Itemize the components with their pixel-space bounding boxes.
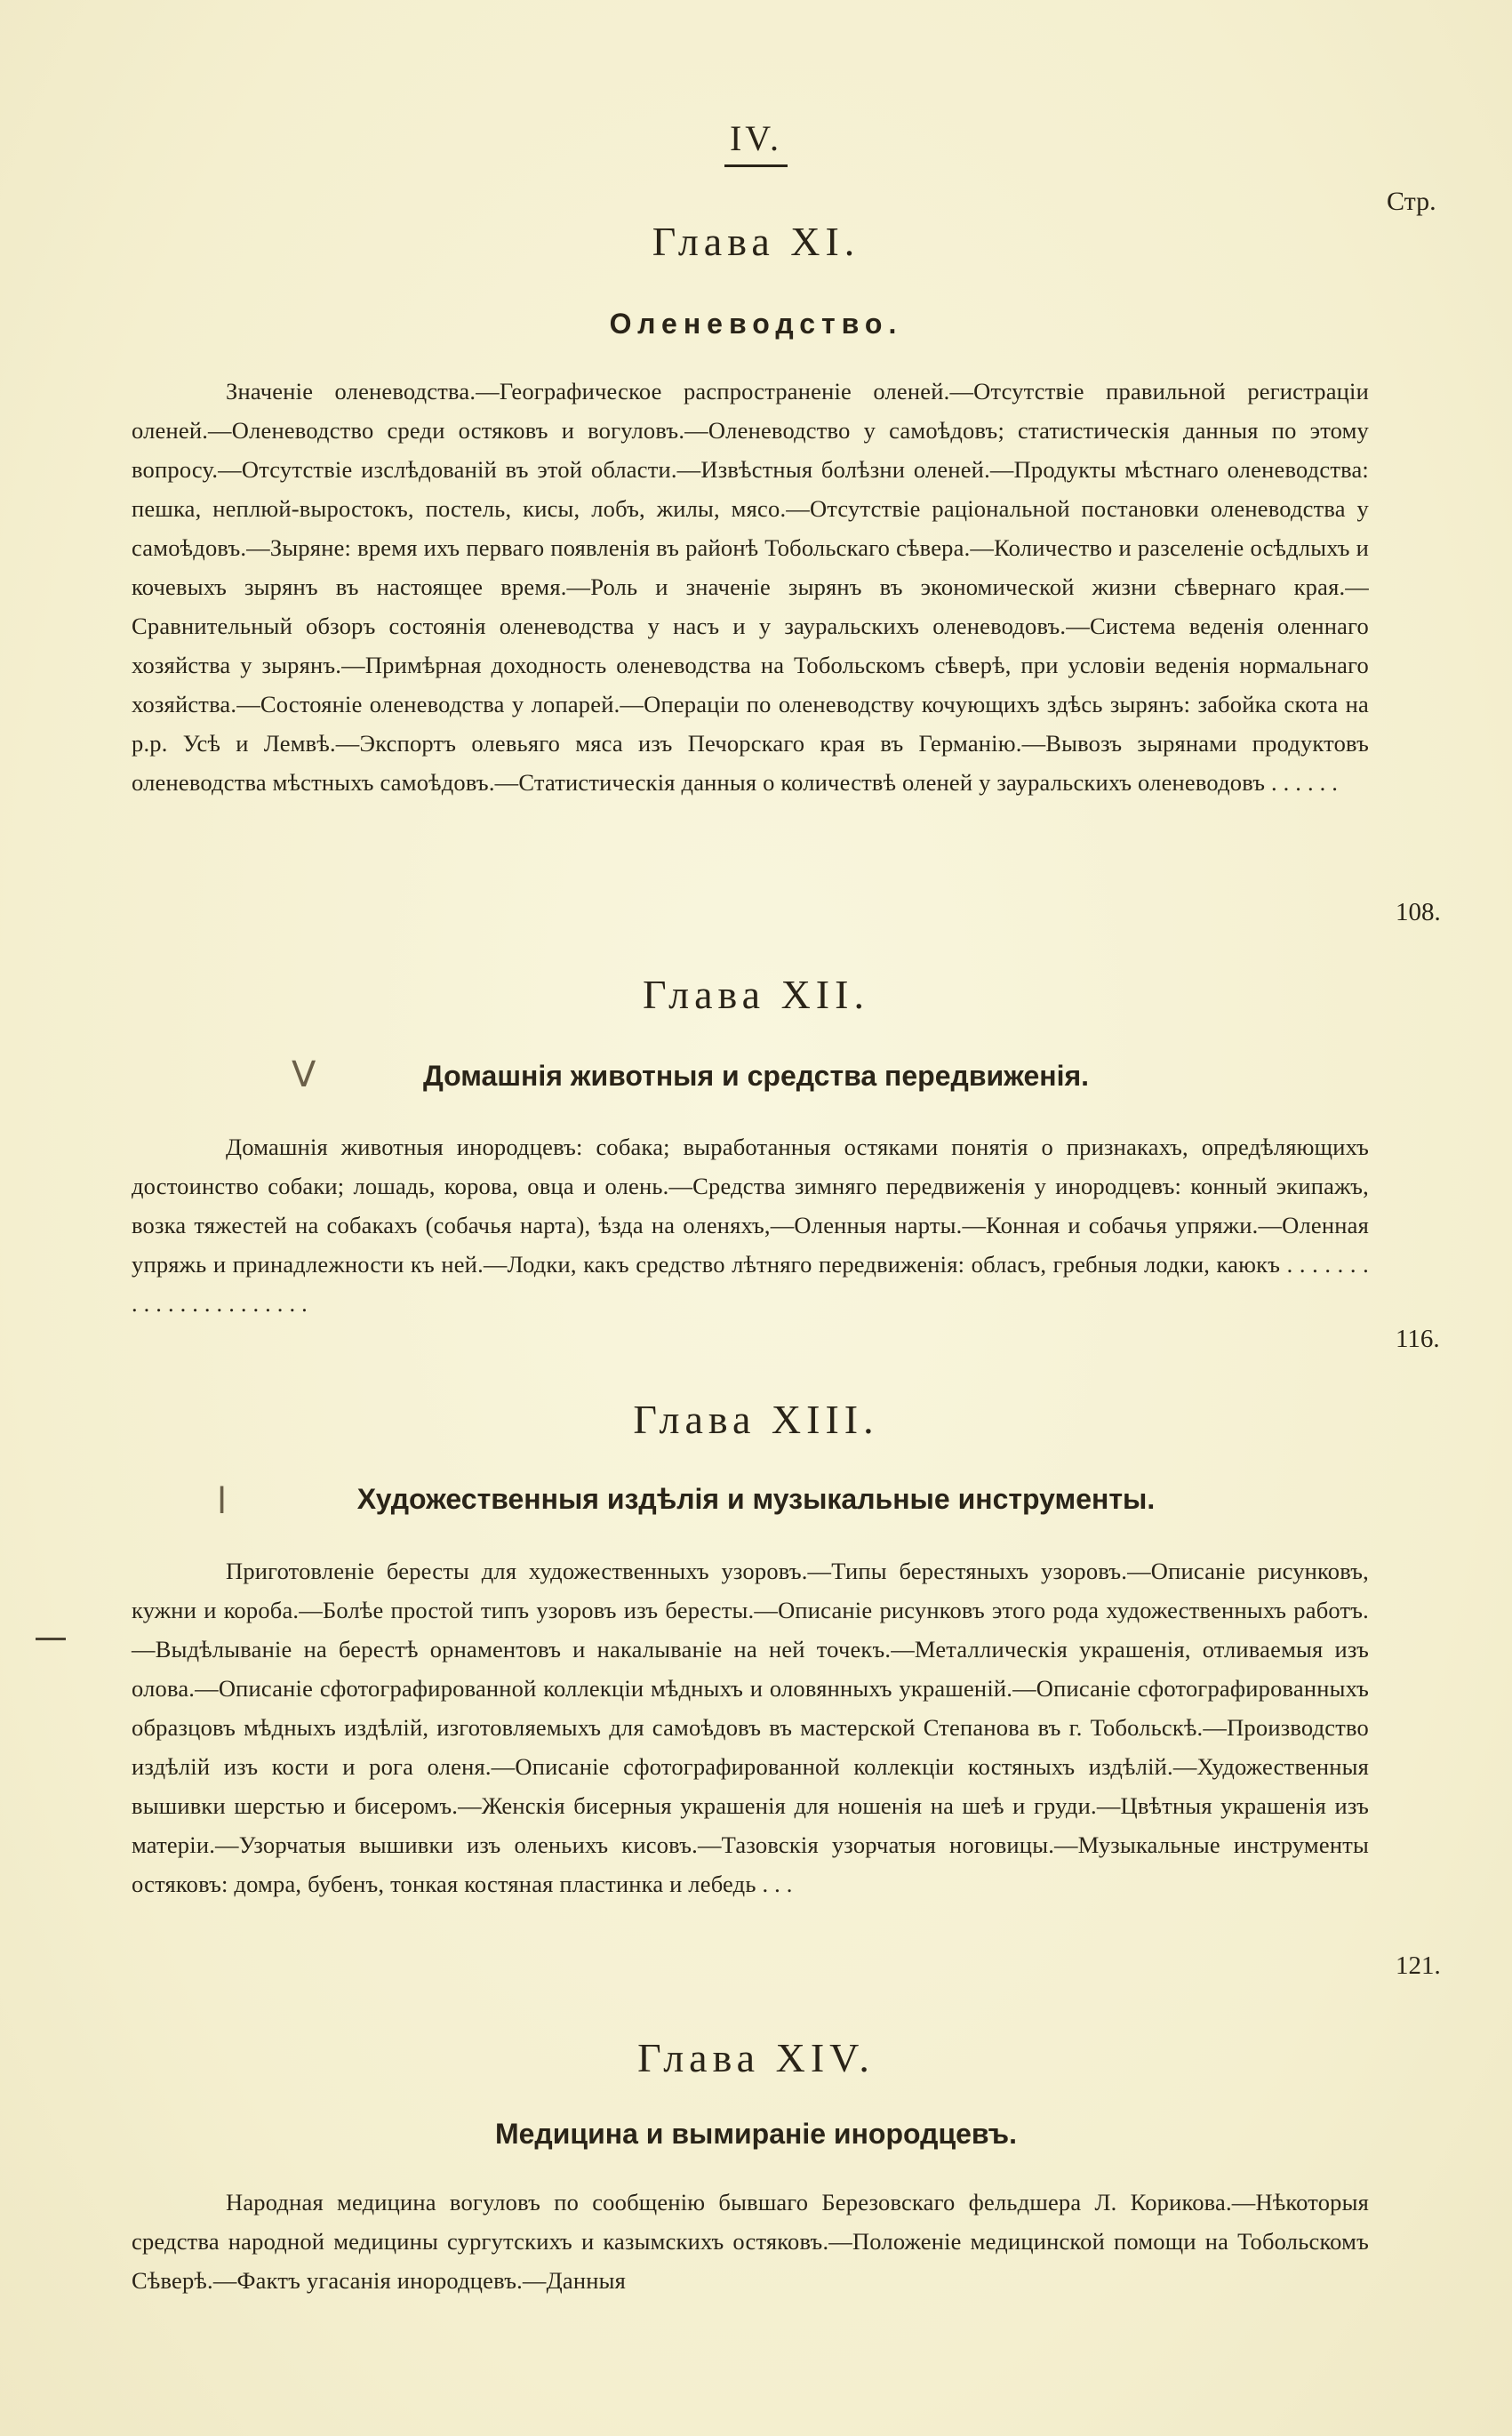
chapter-page-number: 121. [1396,1951,1441,1980]
chapter-summary [132,372,1369,802]
page-roman-numeral [0,117,1512,167]
page-column-label: Стр. [1387,187,1436,216]
chapter-page-number: 116. [1396,1325,1440,1353]
chapter-summary-text: Народная медицина вогуловъ по сообщенію бывшаго Березовскаго фельдшера Л. Корикова.—Нѣкоторыя средства народной медицины сургутскихъ и казымскихъ остяковъ.—Положеніе медицинской помощи на Тобольскомъ Сѣверѣ.—Фактъ угасанія инородцевъ.—Данныя [132,2189,1369,2294]
chapter-heading: Глава XIII. [633,1397,879,1442]
chapter-heading: Глава XIV. [637,2035,875,2080]
chapter-title: Домашнія животныя и средства передвиженія. [422,1060,1090,1092]
dot-leader: . . . [756,1871,793,1897]
chapter-title: Оленеводство. [609,308,903,340]
dot-leader: . . . . . . . . . . . . . . . . . . . . . . [132,1251,1369,1317]
chapter-summary-text: Домашнія животныя инородцевъ: собака; выработанныя остяками понятія о признакахъ, опредѣляющихъ достоинство собаки; лошадь, корова, овца и олень.—Средства зимняго передвиженія у инородцевъ: конный экипажъ, возка тяжестей на собакахъ (собачья нарта), ѣзда на оленяхъ,—Оленныя нарты.—Конная и собачья упряжи.—Оленная упряжь и принадлежности къ ней.—Лодки, какъ средство лѣтняго передвиженія: обласъ, гребныя лодки, каюкъ [132,1134,1369,1278]
margin-check-mark: V [292,1054,316,1095]
margin-pencil-mark: l [217,1481,228,1522]
chapter-heading: Глава XII. [643,972,869,1017]
chapter-heading: Глава XI. [652,219,860,264]
chapter-summary [132,1551,1369,1903]
page-roman-numeral-text: IV. [724,117,788,167]
margin-dash-mark [36,1638,66,1640]
chapter-summary [132,1127,1369,1323]
chapter-title: Медицина и вымираніе инородцевъ. [494,2118,1018,2150]
chapter-page-number: 108. [1396,898,1441,926]
dot-leader: . . . . . . [1265,769,1339,796]
chapter-summary-text: Значеніе оленеводства.—Географическое распространеніе оленей.—Отсутствіе правильной регистраціи оленей.—Оленеводство среди остяковъ и вогуловъ.—Оленеводство у самоѣдовъ; статистическія данныя по этому вопросу.—Отсутствіе изслѣдованій въ этой области.—Извѣстныя болѣзни оленей.—Продукты мѣстнаго оленеводства: пешка, неплюй-выростокъ, постель, кисы, лобъ, жилы, мясо.—Отсутствіе раціональной постановки оленеводства у самоѣдовъ.—Зыряне: время ихъ перваго появленія въ районѣ Тобольскаго сѣвера.—Количество и разселеніе осѣдлыхъ и кочевыхъ зырянъ въ настоящее время.—Роль и значеніе зырянъ въ экономической жизни сѣвернаго края.—Сравнительный обзоръ состоянія оленеводства у насъ и у зауральскихъ оленеводовъ.—Система веденія оленнаго хозяйства у зырянъ.—Примѣрная доходность оленеводства на Тобольскомъ сѣверѣ, при условіи веденія нормальнаго хозяйства.—Состояніе оленеводства у лопарей.—Операціи по оленеводству кочующихъ здѣсь зырянъ: забойка скота на р.р. Усѣ и Лемвѣ.—Экспортъ олевьяго мяса изъ Печорскаго края въ Германію.—Вывозъ зырянами продуктовъ оленеводства мѣстныхъ самоѣдовъ.—Статистическія данныя о количествѣ оленей у зауральскихъ оленеводовъ [132,378,1369,796]
chapter-title: Художественныя издѣлія и музыкальные инструменты. [356,1483,1156,1515]
chapter-summary [132,2183,1369,2300]
chapter-summary-text: Приготовленіе бересты для художественныхъ узоровъ.—Типы берестяныхъ узоровъ.—Описаніе рисунковъ, кужни и короба.—Болѣе простой типъ узоровъ изъ бересты.—Описаніе рисунковъ этого рода художественныхъ работъ.—Выдѣлываніе на берестѣ орнаментовъ и накалываніе на ней точекъ.—Металлическія украшенія, отливаемыя изъ олова.—Описаніе сфотографированной коллекціи мѣдныхъ и оловянныхъ украшеній.—Описаніе сфотографированныхъ образцовъ мѣдныхъ издѣлій, изготовляемыхъ для самоѣдовъ въ мастерской Степанова въ г. Тобольскѣ.—Производство издѣлій изъ кости и рога оленя.—Описаніе сфотографированной коллекціи костяныхъ издѣлій.—Художественныя вышивки шерстью и бисеромъ.—Женскія бисерныя украшенія для ношенія на шеѣ и груди.—Цвѣтныя украшенія изъ матеріи.—Узорчатыя вышивки изъ оленьихъ кисовъ.—Тазовскія узорчатыя ноговицы.—Музыкальные инструменты остяковъ: домра, бубенъ, тонкая костяная пластинка и лебедь [132,1558,1369,1897]
